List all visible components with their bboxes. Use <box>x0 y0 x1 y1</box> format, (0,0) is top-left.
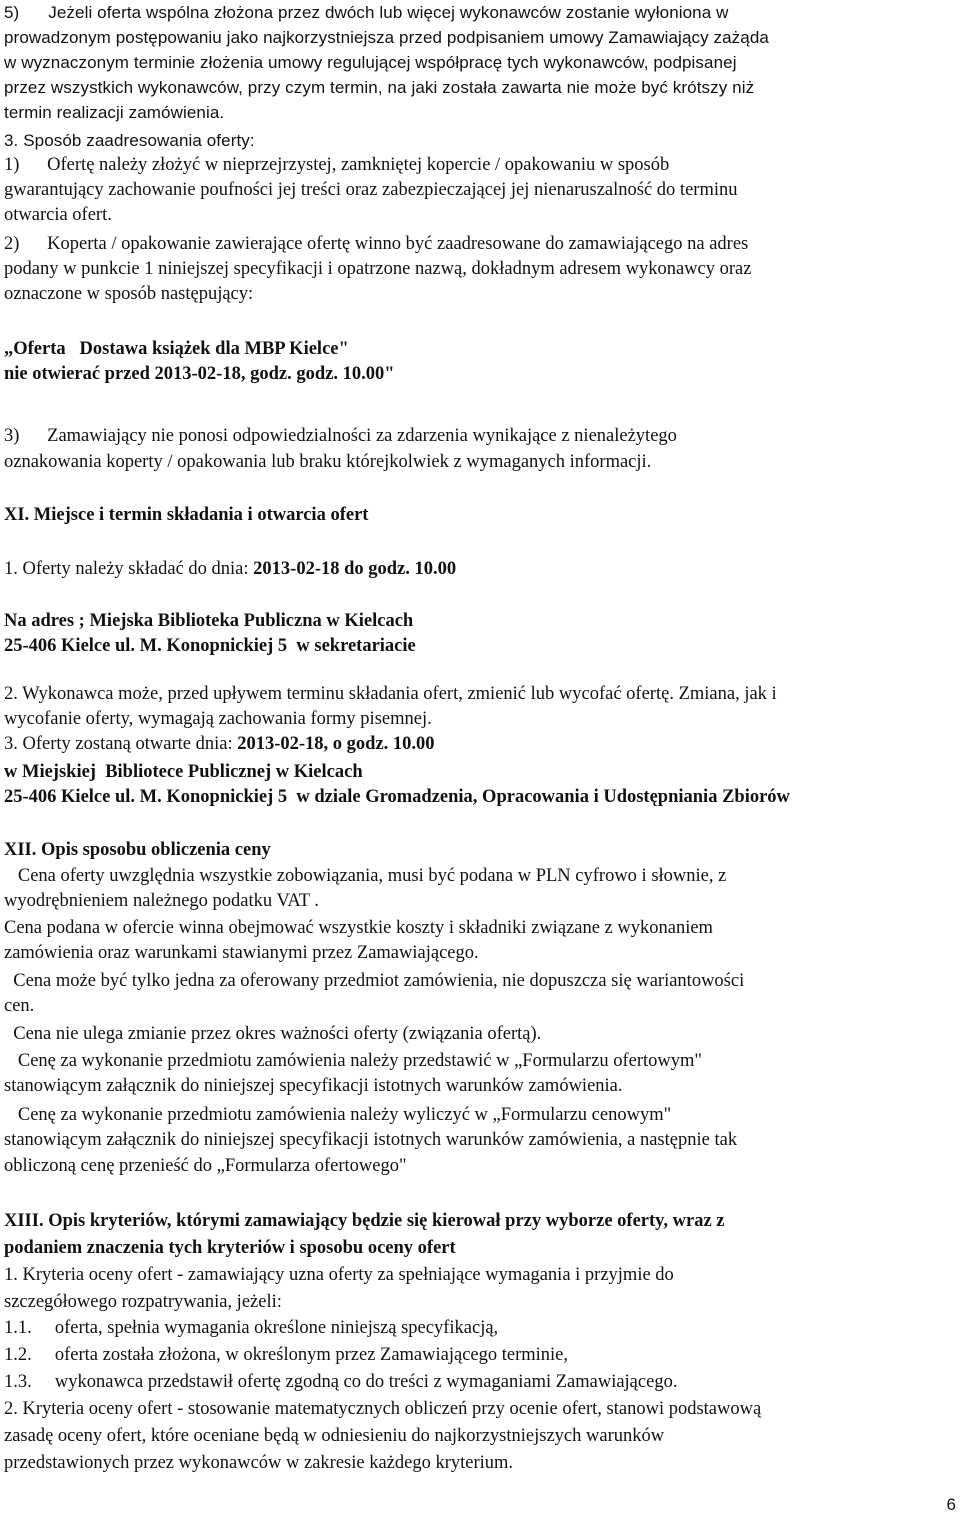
text-line: 1. Oferty należy składać do dnia: 2013-02-18 do godz. 10.00 <box>4 559 457 579</box>
text-line: w Miejskiej Bibliotece Publicznej w Kielcach <box>4 762 363 782</box>
text-line: podaniem znaczenia tych kryteriów i sposobu oceny ofert <box>4 1238 456 1258</box>
text-line: zasadę oceny ofert, które oceniane będą w odniesieniu do najkorzystniejszych warunków <box>4 1426 665 1446</box>
text-line: 1. Kryteria oceny ofert - zamawiający uzna oferty za spełniające wymagania i przyjmie do <box>4 1265 674 1285</box>
text-line: 2) Koperta / opakowanie zawierające ofertę winno być zaadresowane do zamawiającego na adres <box>4 234 749 254</box>
text-line: oznakowania koperty / opakowania lub braku którejkolwiek z wymaganych informacji. <box>4 452 652 472</box>
text-line: stanowiącym załącznik do niniejszej specyfikacji istotnych warunków zamówienia, a następnie tak <box>4 1130 738 1150</box>
text-line: 2. Wykonawca może, przed upływem terminu składania ofert, zmienić lub wycofać ofertę. Zmiana, jak i <box>4 684 777 704</box>
text-line: stanowiącym załącznik do niniejszej specyfikacji istotnych warunków zamówienia. <box>4 1076 623 1096</box>
text-line: 25-406 Kielce ul. M. Konopnickiej 5 w sekretariacie <box>4 636 416 656</box>
text-line: „Oferta Dostawa książek dla MBP Kielce" <box>4 339 349 359</box>
text-line: Cenę za wykonanie przedmiotu zamówienia należy wyliczyć w „Formularzu cenowym" <box>4 1105 672 1125</box>
text-line: nie otwierać przed 2013-02-18, godz. godz. 10.00" <box>4 364 395 384</box>
text-line: 5) Jeżeli oferta wspólna złożona przez dwóch lub więcej wykonawców zostanie wyłoniona w <box>4 3 729 22</box>
text-line: Cena może być tylko jedna za oferowany przedmiot zamówienia, nie dopuszcza się wariantowości <box>4 971 745 991</box>
text-line: cen. <box>4 996 35 1016</box>
text-line: 1.3. wykonawca przedstawił ofertę zgodną co do treści z wymaganiami Zamawiającego. <box>4 1372 678 1392</box>
text-line: 3) Zamawiający nie ponosi odpowiedzialności za zdarzenia wynikające z nienależytego <box>4 426 677 446</box>
text-line: Na adres ; Miejska Biblioteka Publiczna w Kielcach <box>4 611 414 631</box>
text-line: oznaczone w sposób następujący: <box>4 284 254 304</box>
text-line: gwarantujący zachowanie poufności jej treści oraz zabezpieczającej jej nienaruszalność do terminu <box>4 180 738 200</box>
text-line: termin realizacji zamówienia. <box>4 103 225 122</box>
text-line: Cena oferty uwzględnia wszystkie zobowiązania, musi być podana w PLN cyfrowo i słownie, z <box>4 866 727 886</box>
text-line: szczegółowego rozpatrywania, jeżeli: <box>4 1292 282 1312</box>
text-line: 1.1. oferta, spełnia wymagania określone niniejszą specyfikacją, <box>4 1318 499 1338</box>
text-line: 3. Sposób zaadresowania oferty: <box>4 131 255 150</box>
text-line: wyodrębnieniem należnego podatku VAT . <box>4 891 319 911</box>
text-line: XII. Opis sposobu obliczenia ceny <box>4 840 271 860</box>
text-line: zamówienia oraz warunkami stawianymi przez Zamawiającego. <box>4 943 479 963</box>
text-line: Cena nie ulega zmianie przez okres ważności oferty (związania ofertą). <box>4 1024 542 1044</box>
text-line: obliczoną cenę przenieść do „Formularza ofertowego" <box>4 1156 407 1176</box>
text-line: przedstawionych przez wykonawców w zakresie każdego kryterium. <box>4 1453 514 1473</box>
text-line: wycofanie oferty, wymagają zachowania formy pisemnej. <box>4 709 432 729</box>
text-line: XI. Miejsce i termin składania i otwarcia ofert <box>4 505 369 525</box>
text-line: podany w punkcie 1 niniejszej specyfikacji i opatrzone nazwą, dokładnym adresem wykonawcy oraz <box>4 259 752 279</box>
text-line: XIII. Opis kryteriów, którymi zamawiający będzie się kierował przy wyborze oferty, wraz z <box>4 1211 725 1231</box>
text-line: 3. Oferty zostaną otwarte dnia: 2013-02-18, o godz. 10.00 <box>4 734 435 754</box>
text-line: Cenę za wykonanie przedmiotu zamówienia należy przedstawić w „Formularzu ofertowym" <box>4 1051 702 1071</box>
text-line: 1) Ofertę należy złożyć w nieprzejrzystej, zamkniętej kopercie / opakowaniu w sposób <box>4 155 670 175</box>
text-line: w wyznaczonym terminie złożenia umowy regulującej współpracę tych wykonawców, podpisanej <box>4 53 737 72</box>
text-line: otwarcia ofert. <box>4 205 112 225</box>
text-line: prowadzonym postępowaniu jako najkorzystniejsza przed podpisaniem umowy Zamawiający zażąda <box>4 28 769 47</box>
text-line: 25-406 Kielce ul. M. Konopnickiej 5 w dziale Gromadzenia, Opracowania i Udostępniania Zbiorów <box>4 787 790 807</box>
text-line: 1.2. oferta została złożona, w określonym przez Zamawiającego terminie, <box>4 1345 569 1365</box>
text-line: przez wszystkich wykonawców, przy czym termin, na jaki została zawarta nie może być krótszy niż <box>4 78 755 97</box>
page-number: 6 <box>946 1495 956 1514</box>
text-line: 2. Kryteria oceny ofert - stosowanie matematycznych obliczeń przy ocenie ofert, stanowi podstawową <box>4 1399 762 1419</box>
text-line: Cena podana w ofercie winna obejmować wszystkie koszty i składniki związane z wykonaniem <box>4 918 713 938</box>
